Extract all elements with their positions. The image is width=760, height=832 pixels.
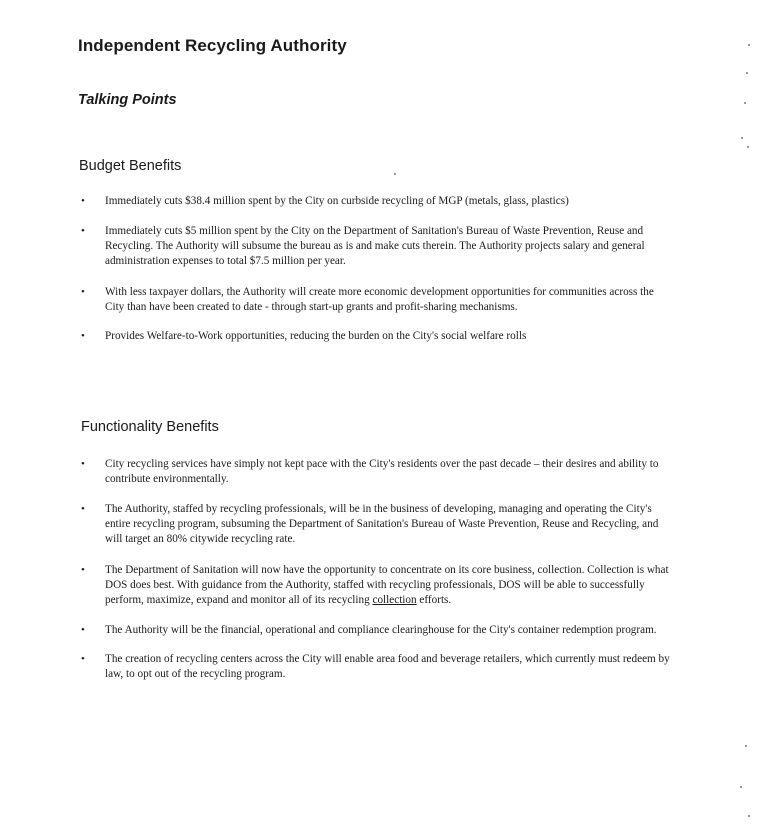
scan-speck [748, 815, 750, 817]
functionality-benefits-heading: Functionality Benefits [81, 419, 219, 435]
list-item [80, 623, 670, 638]
bullet-text: Immediately cuts $38.4 million spent by the City on curbside recycling of MGP (metals, glass, plastics) [105, 195, 569, 207]
scan-speck [747, 146, 749, 148]
bullet-text: City recycling services have simply not kept pace with the City's residents over the past decade – their desires and ability to contribute environmentally. [105, 458, 659, 485]
bullet-icon: • [81, 564, 85, 576]
budget-benefits-heading: Budget Benefits [79, 158, 182, 174]
list-item [80, 285, 670, 315]
bullet-text-part: efforts. [416, 594, 452, 606]
scan-speck [741, 137, 743, 139]
list-item [80, 563, 670, 608]
underlined-word: collection [372, 594, 417, 606]
bullet-text: The Authority will be the financial, operational and compliance clearinghouse for the City's container redemption program. [105, 624, 657, 636]
bullet-text: The Authority, staffed by recycling professionals, will be in the business of developing, managing and operating the City's entire recycling program, subsuming the Department of Sanitation's Bureau of Waste Prevention, Reuse and Recycling, and will target an 80% citywide recycling rate. [105, 503, 659, 545]
list-item [80, 502, 670, 547]
scan-speck [394, 173, 396, 175]
bullet-icon: • [81, 330, 85, 342]
list-item [80, 194, 670, 209]
bullet-icon: • [81, 624, 85, 636]
document-subtitle: Talking Points [78, 92, 177, 108]
bullet-icon: • [81, 458, 85, 470]
list-item [80, 652, 670, 682]
scan-speck [745, 745, 747, 747]
bullet-icon: • [81, 503, 85, 515]
scan-speck [748, 44, 750, 46]
bullet-icon: • [81, 286, 85, 298]
bullet-text: Provides Welfare-to-Work opportunities, reducing the burden on the City's social welfare rolls [105, 330, 527, 342]
scan-speck [746, 72, 748, 74]
list-item [80, 329, 670, 344]
list-item [80, 457, 670, 487]
document-title: Independent Recycling Authority [78, 36, 347, 55]
bullet-text: Immediately cuts $5 million spent by the City on the Department of Sanitation's Bureau of Waste Prevention, Reuse and Recycling. The Authority will subsume the bureau as is and make cuts therein. The Authority projects salary and general administration expenses to total $7.5 million per year. [105, 225, 645, 267]
bullet-text: With less taxpayer dollars, the Authority will create more economic development opportunities for communities across the City than have been created to date - through start-up grants and profit-sharing mechanisms. [105, 286, 654, 313]
bullet-icon: • [81, 195, 85, 207]
bullet-icon: • [81, 225, 85, 237]
list-item [80, 224, 670, 269]
budget-benefits-list [80, 194, 670, 344]
scan-speck [744, 102, 746, 104]
functionality-benefits-list [80, 457, 670, 682]
scan-speck [740, 786, 742, 788]
bullet-text [105, 563, 670, 608]
bullet-text-part: The Department of Sanitation will now have the opportunity to concentrate on its core business, collection. Collection is what DOS does best. With guidance from the Authority, staffed with recycling professionals, DOS will be able to successfully perform, maximize, expand and monitor all of its recycling [105, 564, 669, 606]
bullet-icon: • [81, 653, 85, 665]
bullet-text: The creation of recycling centers across the City will enable area food and beverage retailers, which currently must redeem by law, to opt out of the recycling program. [105, 653, 670, 680]
